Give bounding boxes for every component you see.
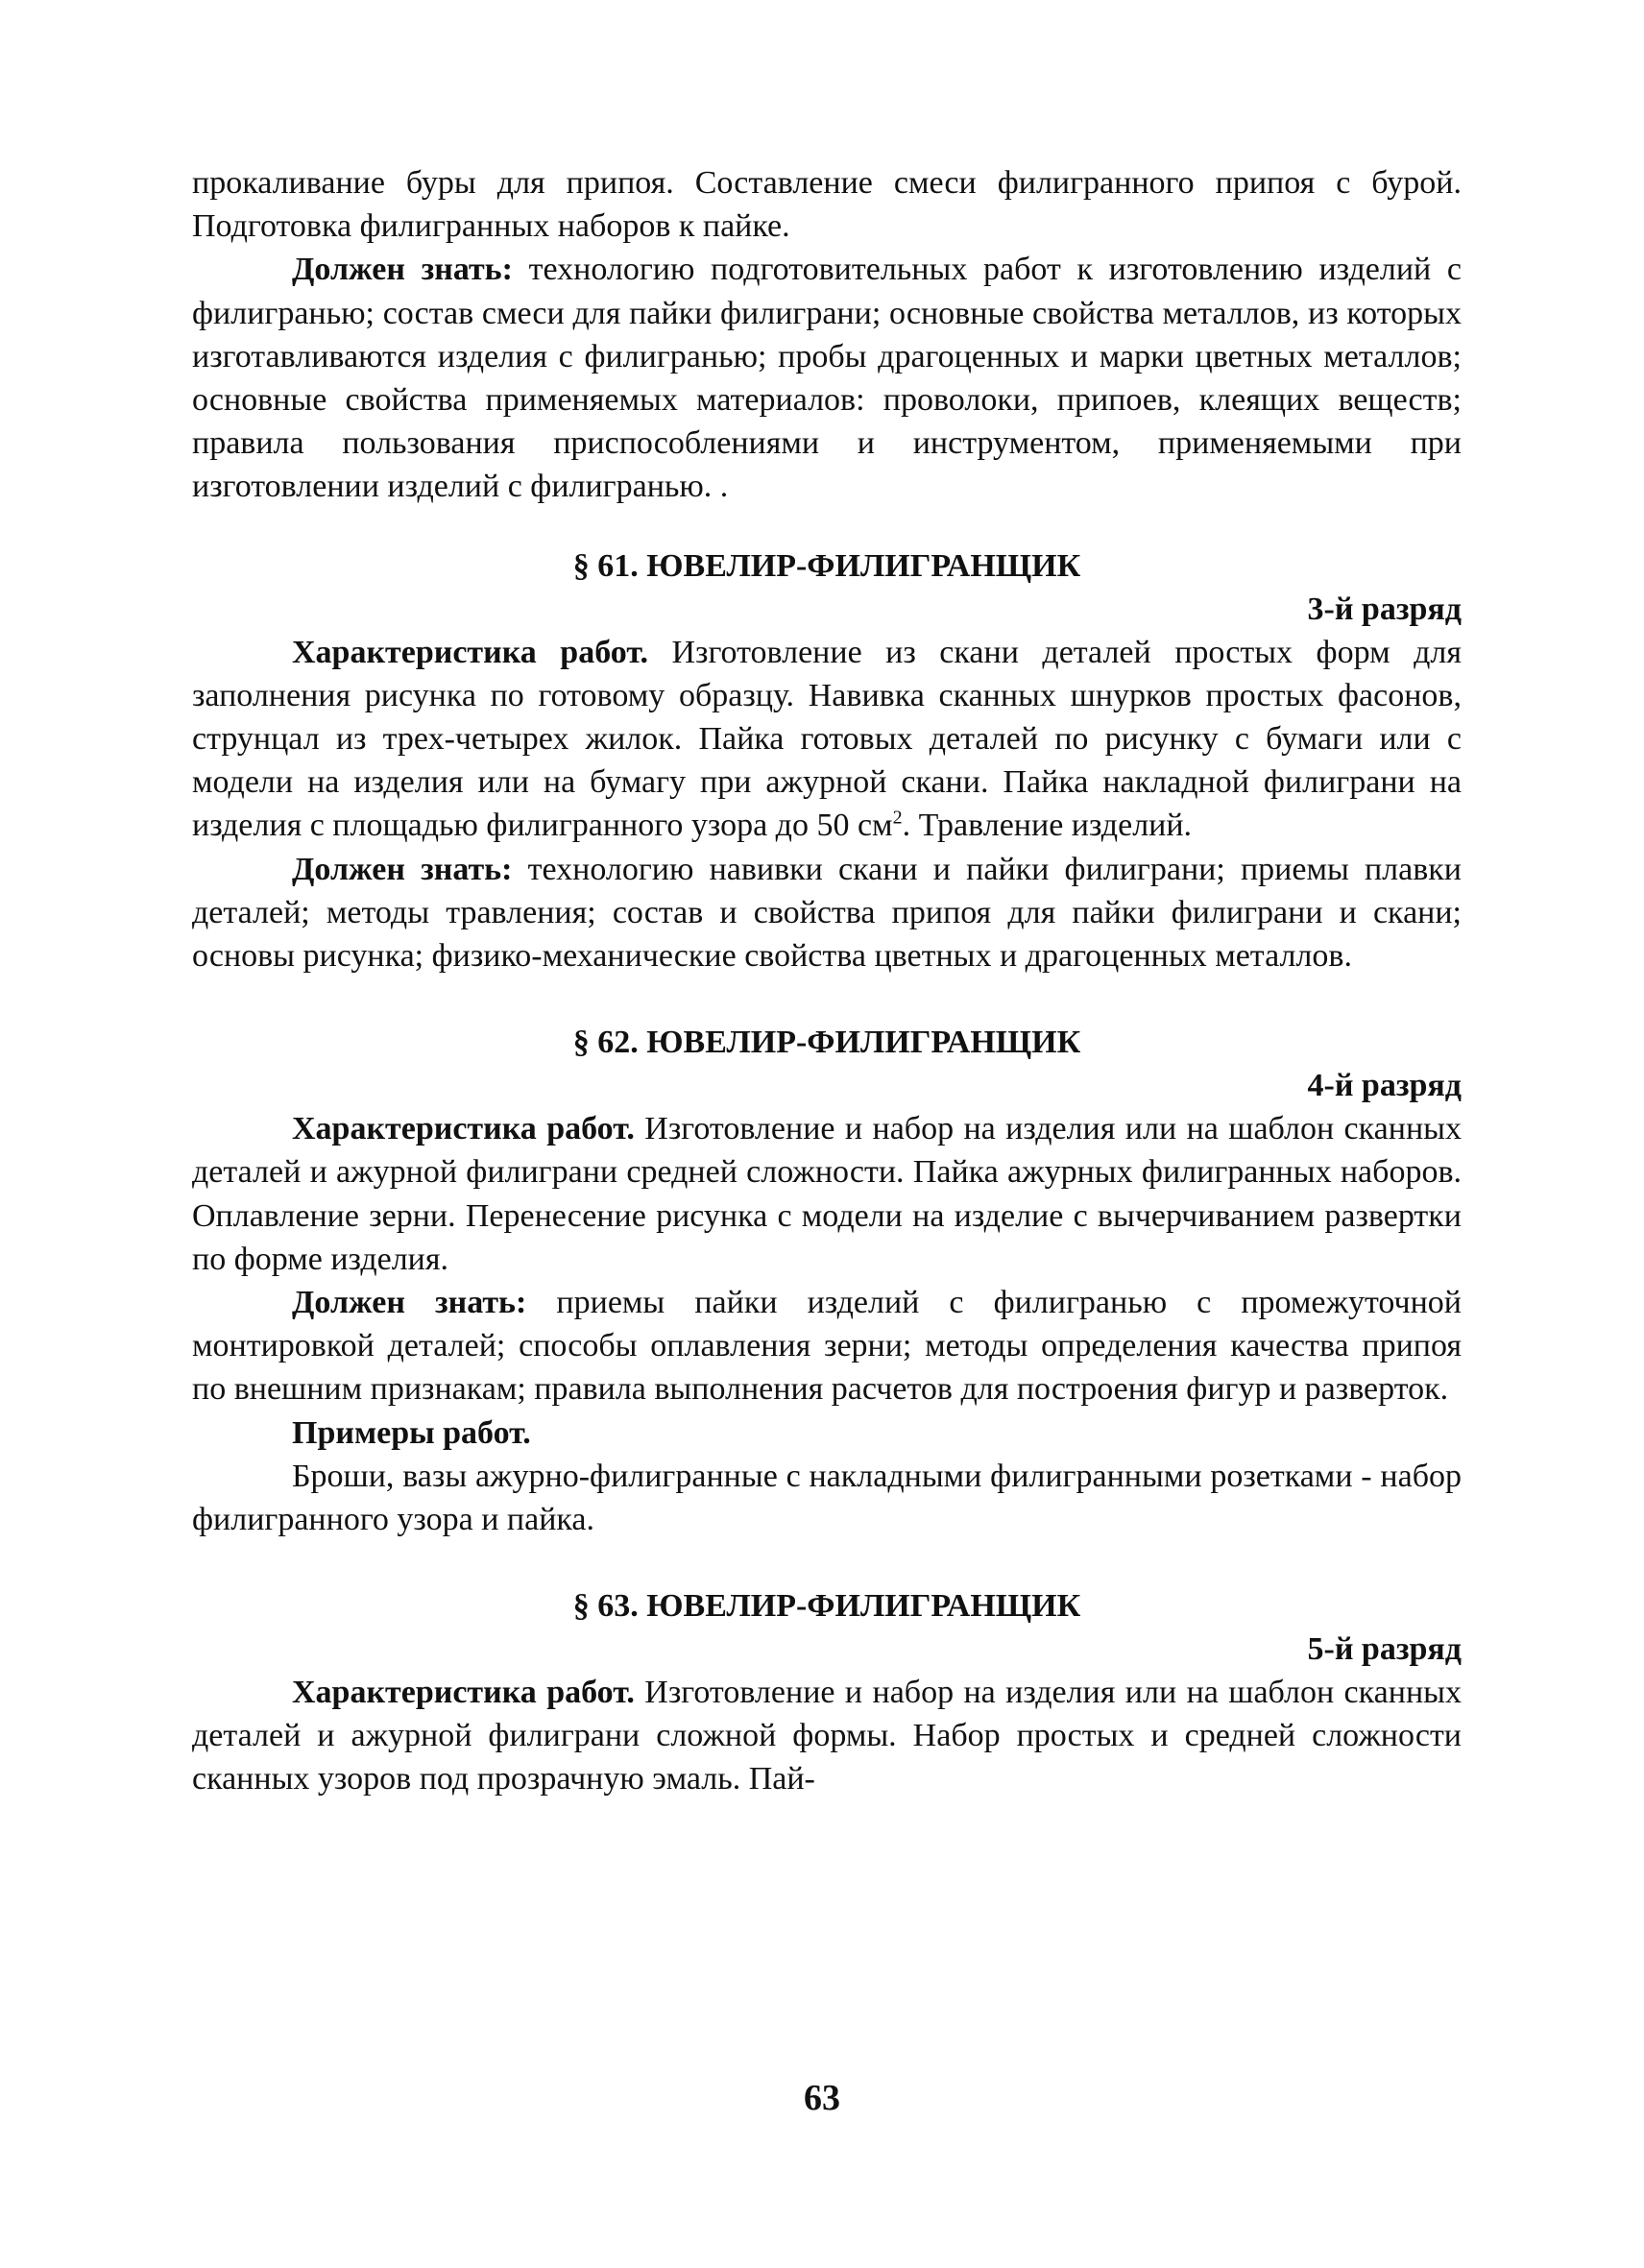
characteristic-paragraph	[192, 1107, 1462, 1281]
knowledge-paragraph	[192, 848, 1462, 978]
examples-text: Броши, вазы ажурно-филигранные с накладными филигранными розетками - набор филигранного узора и пайка.	[192, 1458, 1462, 1537]
section-grade: 3-й разряд	[1307, 591, 1462, 627]
knowledge-paragraph	[192, 1281, 1462, 1411]
section-62	[192, 1021, 1462, 1541]
characteristic-paragraph	[192, 631, 1462, 848]
knowledge-label: Должен знать:	[292, 851, 513, 887]
knowledge-text: технологию подготовительных работ к изготовлению изделий с филигранью; состав смеси для пайки филиграни; основные свойства металлов, из которых изготавливаются изделия с филигранью; пробы драгоценных и марки цветных металлов; основные свойства применяемых материалов: проволоки, припоев, клеящих веществ; правила пользования приспособлениями и инструментом, применяемыми при изготовлении изделий с филигранью. .	[192, 252, 1462, 505]
knowledge-text: приемы пайки изделий с филигранью с промежуточной монтировкой деталей; способы оплавления зерни; методы определения качества припоя по внешним признакам; правила выполнения расчетов для построения фигур и разверток.	[192, 1285, 1463, 1408]
knowledge-label: Должен знать:	[292, 1285, 527, 1321]
characteristic-label: Характеристика работ.	[292, 634, 648, 670]
page-number: 63	[804, 2078, 840, 2118]
section-grade: 5-й разряд	[1307, 1631, 1462, 1668]
intro-text: прокаливание буры для припоя. Составление смеси филигранного припоя с бурой. Подготовка филигранных наборов к пайке.	[192, 165, 1462, 245]
characteristic-text: Изготовление и набор на изделия или на шаблон сканных деталей и ажурной филиграни сложной формы. Набор простых и средней сложности сканных узоров под прозрачную эмаль. Пай-	[192, 1675, 1462, 1798]
superscript: 2	[892, 808, 903, 830]
section-title: § 63. ЮВЕЛИР-ФИЛИГРАНЩИК	[572, 1588, 1081, 1625]
characteristic-paragraph	[192, 1671, 1462, 1801]
page-content	[192, 161, 1462, 1801]
characteristic-text-end: . Травление изделий.	[902, 808, 1193, 844]
intro-paragraph	[192, 161, 1462, 248]
section-title: § 61. ЮВЕЛИР-ФИЛИГРАНЩИК	[572, 547, 1081, 584]
knowledge-text: технологию навивки скани и пайки филиграни; приемы плавки деталей; методы травления; состав и свойства припоя для пайки филиграни и скани; основы рисунка; физико-механические свойства цветных и драгоценных металлов.	[192, 851, 1463, 975]
knowledge-label: Должен знать:	[292, 252, 513, 288]
section-61	[192, 544, 1462, 978]
characteristic-label: Характеристика работ.	[292, 1675, 635, 1711]
examples-paragraph	[192, 1455, 1462, 1541]
characteristic-label: Характеристика работ.	[292, 1111, 635, 1147]
section-grade: 4-й разряд	[1307, 1068, 1462, 1104]
section-63	[192, 1584, 1462, 1801]
intro-knowledge-paragraph	[192, 248, 1462, 508]
section-title: § 62. ЮВЕЛИР-ФИЛИГРАНЩИК	[572, 1025, 1081, 1061]
characteristic-text: Изготовление из скани деталей простых форм для заполнения рисунка по готовому образцу. Навивка сканных шнурков простых фасонов, струнцал из трех-четырех жилок. Пайка готовых деталей по рисунку с бумаги или с модели на изделия или на бумагу при ажурной скани. Пайка накладной филиграни на изделия с площадью филигранного узора до 50 см	[192, 634, 1462, 844]
characteristic-text: Изготовление и набор на изделия или на шаблон сканных деталей и ажурной филиграни средней сложности. Пайка ажурных филигранных наборов. Оплавление зерни. Перенесение рисунка с модели на изделие с вычерчиванием развертки по форме изделия.	[192, 1111, 1462, 1277]
examples-label: Примеры работ.	[292, 1414, 531, 1451]
